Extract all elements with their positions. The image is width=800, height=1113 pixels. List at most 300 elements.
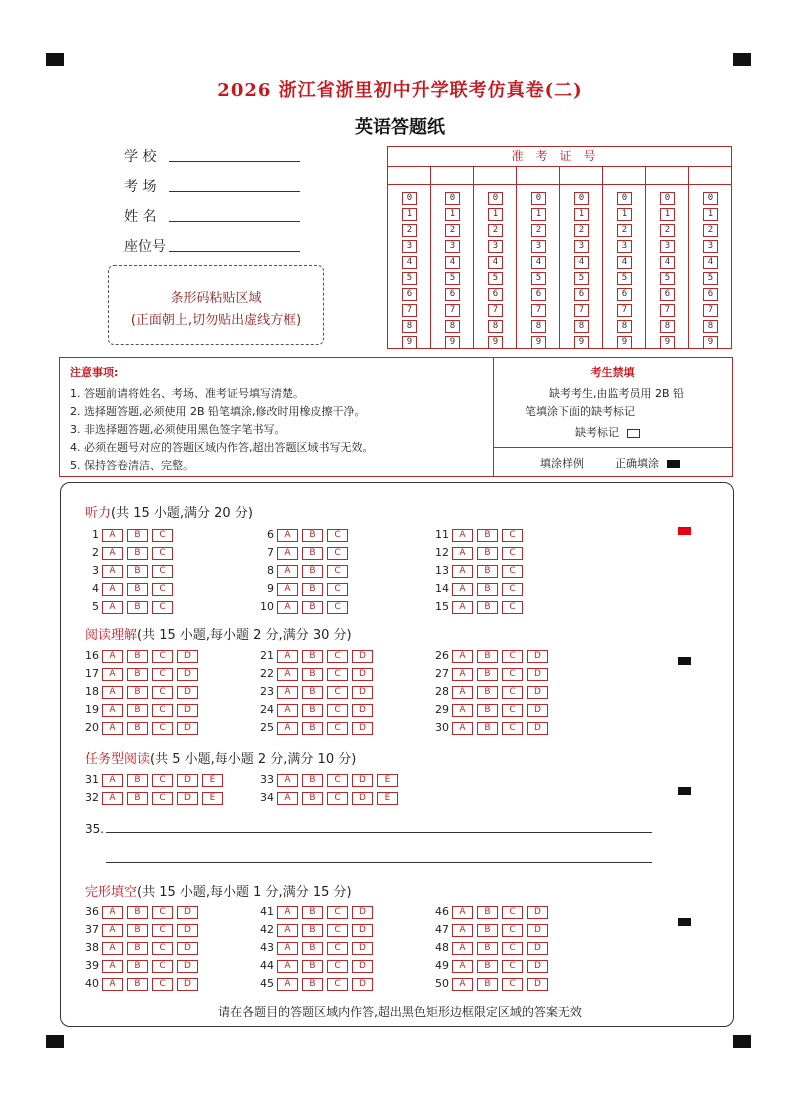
exam-id-digit-bubble[interactable]: 6 bbox=[531, 288, 546, 301]
option-bubble-b[interactable]: B bbox=[302, 722, 323, 735]
exam-id-digit-bubble[interactable]: 6 bbox=[488, 288, 503, 301]
option-bubble-b[interactable]: B bbox=[477, 601, 498, 614]
exam-id-digit-bubble[interactable]: 1 bbox=[531, 208, 546, 221]
option-bubble-a[interactable]: A bbox=[277, 565, 298, 578]
option-bubble-a[interactable]: A bbox=[277, 583, 298, 596]
notice-item: 3. 非选择题答题,必须使用黑色签字笔书写。 bbox=[70, 423, 286, 436]
question-number: 21 bbox=[260, 649, 274, 662]
option-bubble-d[interactable]: D bbox=[527, 978, 548, 991]
option-bubble-d[interactable]: D bbox=[352, 960, 373, 973]
option-bubble-c[interactable]: C bbox=[152, 547, 173, 560]
option-bubble-a[interactable]: A bbox=[277, 774, 298, 787]
option-bubble-d[interactable]: D bbox=[352, 924, 373, 937]
option-bubble-a[interactable]: A bbox=[452, 565, 473, 578]
exam-id-digit-bubble[interactable]: 5 bbox=[402, 272, 417, 285]
option-bubble-c[interactable]: C bbox=[152, 583, 173, 596]
option-bubble-c[interactable]: C bbox=[152, 924, 173, 937]
question-number: 48 bbox=[435, 941, 449, 954]
option-bubble-d[interactable]: D bbox=[177, 978, 198, 991]
option-bubble-c[interactable]: C bbox=[502, 924, 523, 937]
option-bubble-a[interactable]: A bbox=[102, 792, 123, 805]
exam-id-digit-bubble[interactable]: 9 bbox=[402, 336, 417, 349]
exam-id-digit-bubble[interactable]: 4 bbox=[445, 256, 460, 269]
option-bubble-c[interactable]: C bbox=[502, 650, 523, 663]
name-field[interactable] bbox=[124, 206, 168, 226]
option-bubble-a[interactable]: A bbox=[102, 529, 123, 542]
exam-id-digit-bubble[interactable]: 9 bbox=[531, 336, 546, 349]
option-bubble-b[interactable]: B bbox=[302, 668, 323, 681]
option-bubble-c[interactable]: C bbox=[152, 774, 173, 787]
school-field[interactable] bbox=[124, 146, 168, 166]
option-bubble-c[interactable]: C bbox=[327, 792, 348, 805]
q35-answer-line[interactable] bbox=[106, 832, 652, 833]
option-bubble-d[interactable]: D bbox=[527, 722, 548, 735]
option-bubble-a[interactable]: A bbox=[277, 686, 298, 699]
option-bubble-d[interactable]: D bbox=[352, 686, 373, 699]
option-bubble-d[interactable]: D bbox=[527, 668, 548, 681]
exam-id-digit-bubble[interactable]: 7 bbox=[617, 304, 632, 317]
option-bubble-a[interactable]: A bbox=[277, 601, 298, 614]
option-bubble-b[interactable]: B bbox=[477, 978, 498, 991]
option-bubble-c[interactable]: C bbox=[152, 792, 173, 805]
option-bubble-c[interactable]: C bbox=[152, 686, 173, 699]
option-bubble-b[interactable]: B bbox=[477, 583, 498, 596]
option-bubble-c[interactable]: C bbox=[327, 601, 348, 614]
option-bubble-e[interactable]: E bbox=[202, 792, 223, 805]
option-bubble-b[interactable]: B bbox=[302, 792, 323, 805]
option-bubble-b[interactable]: B bbox=[127, 583, 148, 596]
option-bubble-b[interactable]: B bbox=[127, 978, 148, 991]
option-bubble-c[interactable]: C bbox=[502, 942, 523, 955]
option-bubble-d[interactable]: D bbox=[352, 650, 373, 663]
option-bubble-b[interactable]: B bbox=[477, 704, 498, 717]
option-bubble-a[interactable]: A bbox=[277, 906, 298, 919]
option-bubble-a[interactable]: A bbox=[277, 792, 298, 805]
option-bubble-c[interactable]: C bbox=[502, 978, 523, 991]
exam-id-write-cell[interactable] bbox=[474, 167, 516, 185]
option-bubble-c[interactable]: C bbox=[327, 547, 348, 560]
exam-id-digit-bubble[interactable]: 9 bbox=[660, 336, 675, 349]
section-listening-title: 听力(共 15 小题,满分 20 分) bbox=[85, 506, 253, 521]
option-bubble-a[interactable]: A bbox=[452, 650, 473, 663]
exam-id-digit-bubble[interactable]: 6 bbox=[617, 288, 632, 301]
option-bubble-b[interactable]: B bbox=[302, 960, 323, 973]
exam-id-digit-bubble[interactable]: 2 bbox=[617, 224, 632, 237]
option-bubble-b[interactable]: B bbox=[302, 704, 323, 717]
option-bubble-c[interactable]: C bbox=[152, 529, 173, 542]
option-bubble-a[interactable]: A bbox=[102, 704, 123, 717]
option-bubble-a[interactable]: A bbox=[452, 583, 473, 596]
option-bubble-c[interactable]: C bbox=[502, 583, 523, 596]
option-bubble-a[interactable]: A bbox=[452, 668, 473, 681]
exam-id-digit-bubble[interactable]: 8 bbox=[531, 320, 546, 333]
option-bubble-a[interactable]: A bbox=[277, 924, 298, 937]
option-bubble-d[interactable]: D bbox=[177, 792, 198, 805]
exam-id-write-cell[interactable] bbox=[517, 167, 559, 185]
exam-id-digit-bubble[interactable]: 0 bbox=[531, 192, 546, 205]
exam-id-digit-bubble[interactable]: 3 bbox=[402, 240, 417, 253]
option-bubble-b[interactable]: B bbox=[302, 601, 323, 614]
option-bubble-a[interactable]: A bbox=[102, 942, 123, 955]
option-bubble-a[interactable]: A bbox=[102, 565, 123, 578]
absent-mark-row[interactable] bbox=[575, 424, 640, 440]
option-bubble-b[interactable]: B bbox=[477, 650, 498, 663]
option-bubble-e[interactable]: E bbox=[377, 774, 398, 787]
option-bubble-a[interactable]: A bbox=[277, 668, 298, 681]
option-bubble-a[interactable]: A bbox=[102, 906, 123, 919]
exam-id-digit-bubble[interactable]: 5 bbox=[703, 272, 718, 285]
exam-id-digit-bubble[interactable]: 0 bbox=[660, 192, 675, 205]
exam-id-digit-bubble[interactable]: 2 bbox=[445, 224, 460, 237]
option-bubble-d[interactable]: D bbox=[527, 686, 548, 699]
seat-field[interactable] bbox=[124, 236, 168, 256]
exam-id-digit-bubble[interactable]: 1 bbox=[660, 208, 675, 221]
option-bubble-b[interactable]: B bbox=[302, 942, 323, 955]
exam-id-digit-bubble[interactable]: 3 bbox=[445, 240, 460, 253]
exam-id-digit-bubble[interactable]: 0 bbox=[574, 192, 589, 205]
exam-id-digit-bubble[interactable]: 3 bbox=[617, 240, 632, 253]
option-bubble-a[interactable]: A bbox=[277, 722, 298, 735]
exam-id-digit-bubble[interactable]: 8 bbox=[660, 320, 675, 333]
option-bubble-c[interactable]: C bbox=[327, 704, 348, 717]
option-bubble-a[interactable]: A bbox=[452, 942, 473, 955]
option-bubble-a[interactable]: A bbox=[452, 722, 473, 735]
exam-id-digit-bubble[interactable]: 6 bbox=[402, 288, 417, 301]
option-bubble-c[interactable]: C bbox=[502, 547, 523, 560]
option-bubble-a[interactable]: A bbox=[102, 668, 123, 681]
exam-id-digit-bubble[interactable]: 4 bbox=[660, 256, 675, 269]
exam-id-digit-bubble[interactable]: 3 bbox=[703, 240, 718, 253]
option-bubble-b[interactable]: B bbox=[127, 565, 148, 578]
exam-id-digit-bubble[interactable]: 7 bbox=[402, 304, 417, 317]
option-bubble-a[interactable]: A bbox=[452, 906, 473, 919]
exam-id-digit-bubble[interactable]: 2 bbox=[488, 224, 503, 237]
timing-mark bbox=[678, 657, 691, 665]
question-number: 32 bbox=[85, 791, 99, 804]
barcode-note: (正面朝上,切勿贴出虚线方框) bbox=[130, 313, 302, 328]
option-bubble-c[interactable]: C bbox=[152, 978, 173, 991]
exam-id-digit-bubble[interactable]: 8 bbox=[617, 320, 632, 333]
option-bubble-a[interactable]: A bbox=[102, 650, 123, 663]
option-bubble-b[interactable]: B bbox=[477, 565, 498, 578]
exam-id-digit-bubble[interactable]: 6 bbox=[703, 288, 718, 301]
option-bubble-b[interactable]: B bbox=[127, 704, 148, 717]
exam-id-digit-bubble[interactable]: 4 bbox=[488, 256, 503, 269]
option-bubble-c[interactable]: C bbox=[502, 601, 523, 614]
exam-id-digit-bubble[interactable]: 6 bbox=[660, 288, 675, 301]
option-bubble-b[interactable]: B bbox=[127, 686, 148, 699]
option-bubble-b[interactable]: B bbox=[127, 774, 148, 787]
option-bubble-c[interactable]: C bbox=[502, 960, 523, 973]
exam-id-digit-bubble[interactable]: 9 bbox=[703, 336, 718, 349]
exam-id-digit-bubble[interactable]: 0 bbox=[617, 192, 632, 205]
option-bubble-b[interactable]: B bbox=[127, 906, 148, 919]
option-bubble-b[interactable]: B bbox=[477, 668, 498, 681]
exam-id-digit-bubble[interactable]: 2 bbox=[660, 224, 675, 237]
exam-id-digit-bubble[interactable]: 8 bbox=[574, 320, 589, 333]
option-bubble-c[interactable]: C bbox=[152, 565, 173, 578]
exam-id-digit-bubble[interactable]: 3 bbox=[531, 240, 546, 253]
room-field[interactable] bbox=[124, 176, 168, 196]
option-bubble-d[interactable]: D bbox=[352, 978, 373, 991]
option-bubble-d[interactable]: D bbox=[177, 686, 198, 699]
option-bubble-c[interactable]: C bbox=[327, 978, 348, 991]
option-bubble-c[interactable]: C bbox=[502, 529, 523, 542]
option-bubble-b[interactable]: B bbox=[302, 686, 323, 699]
option-bubble-c[interactable]: C bbox=[502, 686, 523, 699]
option-bubble-c[interactable]: C bbox=[152, 942, 173, 955]
exam-id-digit-bubble[interactable]: 8 bbox=[703, 320, 718, 333]
section-task-title: 任务型阅读(共 5 小题,每小题 2 分,满分 10 分) bbox=[85, 752, 357, 767]
question-number: 46 bbox=[435, 905, 449, 918]
option-bubble-c[interactable]: C bbox=[152, 650, 173, 663]
option-bubble-d[interactable]: D bbox=[352, 942, 373, 955]
exam-id-digit-bubble[interactable]: 7 bbox=[703, 304, 718, 317]
option-bubble-b[interactable]: B bbox=[477, 722, 498, 735]
option-bubble-b[interactable]: B bbox=[127, 722, 148, 735]
question-number: 29 bbox=[435, 703, 449, 716]
exam-id-digit-bubble[interactable]: 2 bbox=[703, 224, 718, 237]
seat-label: 座位号 bbox=[124, 239, 166, 255]
exam-id-digit-bubble[interactable]: 9 bbox=[445, 336, 460, 349]
option-bubble-b[interactable]: B bbox=[127, 924, 148, 937]
option-bubble-d[interactable]: D bbox=[527, 906, 548, 919]
option-bubble-c[interactable]: C bbox=[152, 601, 173, 614]
exam-id-digit-bubble[interactable]: 4 bbox=[703, 256, 718, 269]
exam-id-digit-bubble[interactable]: 7 bbox=[574, 304, 589, 317]
question-number: 39 bbox=[85, 959, 99, 972]
absent-checkbox[interactable] bbox=[627, 429, 640, 438]
option-bubble-c[interactable]: C bbox=[502, 906, 523, 919]
exam-id-write-cell[interactable] bbox=[603, 167, 645, 185]
exam-id-digit-bubble[interactable]: 9 bbox=[488, 336, 503, 349]
option-bubble-d[interactable]: D bbox=[352, 722, 373, 735]
option-bubble-c[interactable]: C bbox=[327, 650, 348, 663]
option-bubble-a[interactable]: A bbox=[102, 547, 123, 560]
exam-id-digit-bubble[interactable]: 4 bbox=[531, 256, 546, 269]
option-bubble-a[interactable]: A bbox=[277, 704, 298, 717]
exam-id-digit-bubble[interactable]: 1 bbox=[617, 208, 632, 221]
exam-id-digit-bubble[interactable]: 8 bbox=[488, 320, 503, 333]
option-bubble-b[interactable]: B bbox=[127, 792, 148, 805]
option-bubble-d[interactable]: D bbox=[177, 906, 198, 919]
option-bubble-c[interactable]: C bbox=[502, 704, 523, 717]
exam-id-digit-bubble[interactable]: 6 bbox=[574, 288, 589, 301]
option-bubble-a[interactable]: A bbox=[102, 960, 123, 973]
exam-id-write-cell[interactable] bbox=[689, 167, 731, 185]
exam-id-digit-bubble[interactable]: 1 bbox=[488, 208, 503, 221]
absent-mark-label: 缺考标记 bbox=[575, 426, 619, 439]
option-bubble-c[interactable]: C bbox=[152, 960, 173, 973]
option-bubble-b[interactable]: B bbox=[302, 774, 323, 787]
option-bubble-d[interactable]: D bbox=[177, 960, 198, 973]
question-number: 2 bbox=[92, 546, 99, 559]
exam-id-digit-bubble[interactable]: 7 bbox=[531, 304, 546, 317]
option-bubble-b[interactable]: B bbox=[302, 906, 323, 919]
option-bubble-b[interactable]: B bbox=[477, 924, 498, 937]
option-bubble-b[interactable]: B bbox=[477, 942, 498, 955]
option-bubble-c[interactable]: C bbox=[327, 686, 348, 699]
exam-id-write-cell[interactable] bbox=[388, 167, 430, 185]
question-number: 8 bbox=[267, 564, 274, 577]
exam-id-digit-bubble[interactable]: 3 bbox=[488, 240, 503, 253]
exam-id-digit-bubble[interactable]: 0 bbox=[703, 192, 718, 205]
option-bubble-c[interactable]: C bbox=[152, 704, 173, 717]
option-bubble-b[interactable]: B bbox=[302, 529, 323, 542]
option-bubble-b[interactable]: B bbox=[477, 529, 498, 542]
option-bubble-a[interactable]: A bbox=[452, 529, 473, 542]
exam-id-digit-bubble[interactable]: 8 bbox=[402, 320, 417, 333]
exam-id-digit-bubble[interactable]: 6 bbox=[445, 288, 460, 301]
option-bubble-d[interactable]: D bbox=[352, 704, 373, 717]
exam-id-digit-bubble[interactable]: 0 bbox=[402, 192, 417, 205]
option-bubble-a[interactable]: A bbox=[102, 722, 123, 735]
q35-answer-line[interactable] bbox=[106, 862, 652, 863]
exam-id-digit-bubble[interactable]: 2 bbox=[402, 224, 417, 237]
option-bubble-d[interactable]: D bbox=[527, 942, 548, 955]
option-bubble-c[interactable]: C bbox=[502, 722, 523, 735]
option-bubble-a[interactable]: A bbox=[452, 686, 473, 699]
option-bubble-c[interactable]: C bbox=[327, 668, 348, 681]
exam-id-digit-bubble[interactable]: 4 bbox=[402, 256, 417, 269]
option-bubble-b[interactable]: B bbox=[127, 601, 148, 614]
option-bubble-d[interactable]: D bbox=[352, 774, 373, 787]
exam-id-digit-bubble[interactable]: 9 bbox=[574, 336, 589, 349]
exam-id-digit-bubble[interactable]: 4 bbox=[617, 256, 632, 269]
option-bubble-d[interactable]: D bbox=[177, 774, 198, 787]
option-bubble-b[interactable]: B bbox=[302, 978, 323, 991]
option-bubble-d[interactable]: D bbox=[177, 668, 198, 681]
option-bubble-b[interactable]: B bbox=[477, 960, 498, 973]
option-bubble-b[interactable]: B bbox=[302, 583, 323, 596]
option-bubble-c[interactable]: C bbox=[327, 960, 348, 973]
option-bubble-c[interactable]: C bbox=[327, 942, 348, 955]
option-bubble-e[interactable]: E bbox=[377, 792, 398, 805]
option-bubble-b[interactable]: B bbox=[302, 565, 323, 578]
exam-id-digit-bubble[interactable]: 1 bbox=[445, 208, 460, 221]
exam-id-digit-bubble[interactable]: 2 bbox=[531, 224, 546, 237]
exam-id-digit-bubble[interactable]: 3 bbox=[574, 240, 589, 253]
option-bubble-a[interactable]: A bbox=[277, 978, 298, 991]
exam-id-digit-bubble[interactable]: 2 bbox=[574, 224, 589, 237]
exam-id-digit-bubble[interactable]: 0 bbox=[488, 192, 503, 205]
exam-id-digit-bubble[interactable]: 7 bbox=[660, 304, 675, 317]
exam-id-digit-bubble[interactable]: 7 bbox=[488, 304, 503, 317]
filled-sample-mark bbox=[667, 460, 680, 468]
option-bubble-d[interactable]: D bbox=[527, 650, 548, 663]
exam-id-write-cell[interactable] bbox=[431, 167, 473, 185]
option-bubble-b[interactable]: B bbox=[477, 686, 498, 699]
exam-id-digit-bubble[interactable]: 3 bbox=[660, 240, 675, 253]
option-bubble-d[interactable]: D bbox=[527, 704, 548, 717]
exam-id-write-cell[interactable] bbox=[560, 167, 602, 185]
option-bubble-a[interactable]: A bbox=[102, 601, 123, 614]
option-bubble-b[interactable]: B bbox=[127, 547, 148, 560]
exam-id-digit-bubble[interactable]: 1 bbox=[574, 208, 589, 221]
exam-id-digit-bubble[interactable]: 1 bbox=[703, 208, 718, 221]
option-bubble-c[interactable]: C bbox=[327, 722, 348, 735]
option-bubble-b[interactable]: B bbox=[127, 529, 148, 542]
option-bubble-c[interactable]: C bbox=[327, 529, 348, 542]
option-bubble-b[interactable]: B bbox=[302, 547, 323, 560]
option-bubble-b[interactable]: B bbox=[127, 942, 148, 955]
option-bubble-a[interactable]: A bbox=[102, 774, 123, 787]
option-bubble-d[interactable]: D bbox=[352, 906, 373, 919]
exam-id-digit-bubble[interactable]: 1 bbox=[402, 208, 417, 221]
option-bubble-b[interactable]: B bbox=[302, 650, 323, 663]
exam-id-digit-bubble[interactable]: 8 bbox=[445, 320, 460, 333]
option-bubble-a[interactable]: A bbox=[102, 978, 123, 991]
option-bubble-d[interactable]: D bbox=[177, 704, 198, 717]
exam-id-digit-bubble[interactable]: 7 bbox=[445, 304, 460, 317]
option-bubble-d[interactable]: D bbox=[527, 924, 548, 937]
option-bubble-e[interactable]: E bbox=[202, 774, 223, 787]
option-bubble-d[interactable]: D bbox=[177, 942, 198, 955]
option-bubble-b[interactable]: B bbox=[127, 960, 148, 973]
option-bubble-b[interactable]: B bbox=[477, 906, 498, 919]
option-bubble-b[interactable]: B bbox=[477, 547, 498, 560]
option-bubble-a[interactable]: A bbox=[452, 547, 473, 560]
option-bubble-a[interactable]: A bbox=[277, 529, 298, 542]
exam-id-digit-bubble[interactable]: 5 bbox=[660, 272, 675, 285]
option-bubble-c[interactable]: C bbox=[327, 906, 348, 919]
option-bubble-a[interactable]: A bbox=[102, 686, 123, 699]
option-bubble-c[interactable]: C bbox=[502, 565, 523, 578]
exam-id-write-cell[interactable] bbox=[646, 167, 688, 185]
option-bubble-c[interactable]: C bbox=[152, 906, 173, 919]
option-bubble-c[interactable]: C bbox=[327, 774, 348, 787]
exam-id-digit-bubble[interactable]: 0 bbox=[445, 192, 460, 205]
option-bubble-a[interactable]: A bbox=[277, 650, 298, 663]
option-bubble-d[interactable]: D bbox=[352, 668, 373, 681]
option-bubble-a[interactable]: A bbox=[452, 704, 473, 717]
option-bubble-a[interactable]: A bbox=[452, 924, 473, 937]
exam-id-digit-bubble[interactable]: 5 bbox=[574, 272, 589, 285]
option-bubble-b[interactable]: B bbox=[302, 924, 323, 937]
option-bubble-c[interactable]: C bbox=[327, 565, 348, 578]
option-bubble-a[interactable]: A bbox=[277, 942, 298, 955]
option-bubble-a[interactable]: A bbox=[102, 583, 123, 596]
notice-item: 5. 保持答卷清洁、完整。 bbox=[70, 459, 194, 472]
option-bubble-a[interactable]: A bbox=[102, 924, 123, 937]
option-bubble-b[interactable]: B bbox=[127, 650, 148, 663]
option-bubble-c[interactable]: C bbox=[152, 722, 173, 735]
exam-id-digit-bubble[interactable]: 5 bbox=[617, 272, 632, 285]
exam-id-digit-bubble[interactable]: 5 bbox=[488, 272, 503, 285]
option-bubble-d[interactable]: D bbox=[177, 722, 198, 735]
notice-item: 1. 答题前请将姓名、考场、准考证号填写清楚。 bbox=[70, 387, 304, 400]
exam-id-digit-bubble[interactable]: 5 bbox=[531, 272, 546, 285]
option-bubble-d[interactable]: D bbox=[177, 924, 198, 937]
option-bubble-a[interactable]: A bbox=[452, 978, 473, 991]
option-bubble-a[interactable]: A bbox=[452, 601, 473, 614]
option-bubble-d[interactable]: D bbox=[352, 792, 373, 805]
exam-id-digit-bubble[interactable]: 5 bbox=[445, 272, 460, 285]
option-bubble-c[interactable]: C bbox=[327, 583, 348, 596]
option-bubble-a[interactable]: A bbox=[277, 547, 298, 560]
option-bubble-a[interactable]: A bbox=[277, 960, 298, 973]
exam-id-digit-bubble[interactable]: 4 bbox=[574, 256, 589, 269]
option-bubble-c[interactable]: C bbox=[152, 668, 173, 681]
exam-id-digit-bubble[interactable]: 9 bbox=[617, 336, 632, 349]
option-bubble-d[interactable]: D bbox=[177, 650, 198, 663]
option-bubble-c[interactable]: C bbox=[327, 924, 348, 937]
option-bubble-c[interactable]: C bbox=[502, 668, 523, 681]
option-bubble-b[interactable]: B bbox=[127, 668, 148, 681]
option-bubble-a[interactable]: A bbox=[452, 960, 473, 973]
timing-mark bbox=[678, 527, 691, 535]
option-bubble-d[interactable]: D bbox=[527, 960, 548, 973]
